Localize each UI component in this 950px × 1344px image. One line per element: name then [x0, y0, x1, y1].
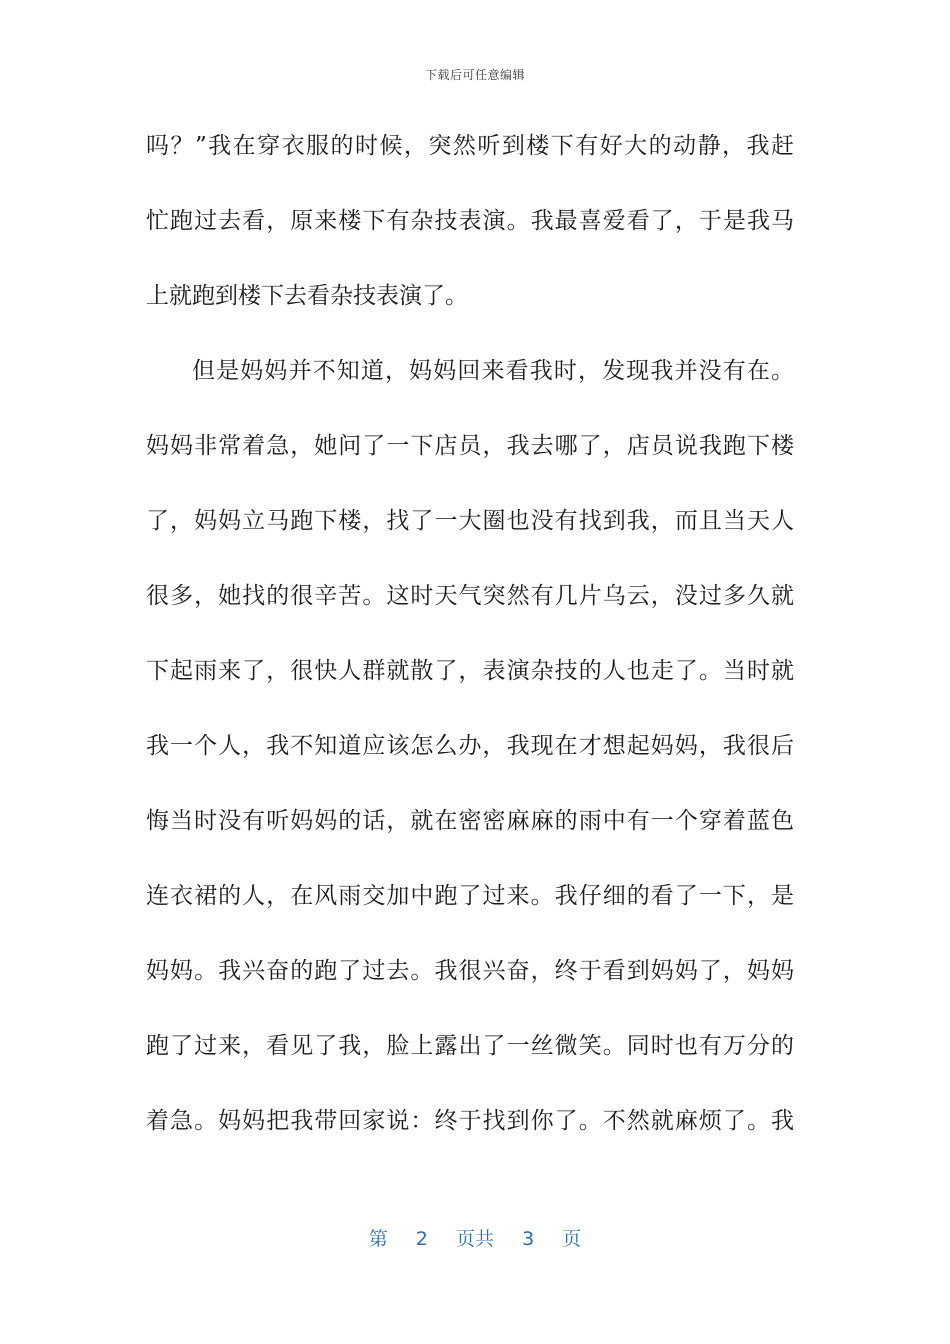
- page-suffix: 页: [562, 1228, 582, 1250]
- text-line: 下起雨来了，很快人群就散了，表演杂技的人也走了。当时就: [146, 658, 794, 684]
- current-page-number: 2: [415, 1228, 428, 1250]
- page-number-footer: [0, 1224, 950, 1251]
- text-line: 忙跑过去看，原来楼下有杂技表演。我最喜爱看了，于是我马: [146, 208, 794, 234]
- header-note: 下载后可任意编辑: [424, 68, 525, 82]
- text-line: 妈妈。我兴奋的跑了过去。我很兴奋，终于看到妈妈了，妈妈: [146, 958, 794, 984]
- text-line: 了，妈妈立马跑下楼，找了一大圈也没有找到我，而且当天人: [146, 508, 794, 534]
- page-prefix: 第: [368, 1228, 388, 1250]
- text-line: 悔当时没有听妈妈的话，就在密密麻麻的雨中有一个穿着蓝色: [146, 808, 794, 834]
- text-line: 着急。妈妈把我带回家说：终于找到你了。不然就麻烦了。我: [146, 1108, 794, 1134]
- text-line: 跑了过来，看见了我，脸上露出了一丝微笑。同时也有万分的: [146, 1033, 794, 1059]
- text-line: 很多，她找的很辛苦。这时天气突然有几片乌云，没过多久就: [146, 583, 794, 609]
- total-pages-number: 3: [522, 1228, 535, 1250]
- text-line: 吗？”我在穿衣服的时候，突然听到楼下有好大的动静，我赶: [146, 133, 794, 159]
- text-line: 上就跑到楼下去看杂技表演了。: [146, 283, 468, 309]
- text-line: 妈妈非常着急，她问了一下店员，我去哪了，店员说我跑下楼: [146, 433, 794, 459]
- text-line: 我一个人，我不知道应该怎么办，我现在才想起妈妈，我很后: [146, 733, 794, 759]
- text-line: 连衣裙的人，在风雨交加中跑了过来。我仔细的看了一下，是: [146, 883, 794, 909]
- paragraph-start-line: 但是妈妈并不知道，妈妈回来看我时，发现我并没有在。: [192, 358, 794, 384]
- document-body: [146, 118, 794, 1168]
- page-middle-text: 页共: [455, 1228, 494, 1250]
